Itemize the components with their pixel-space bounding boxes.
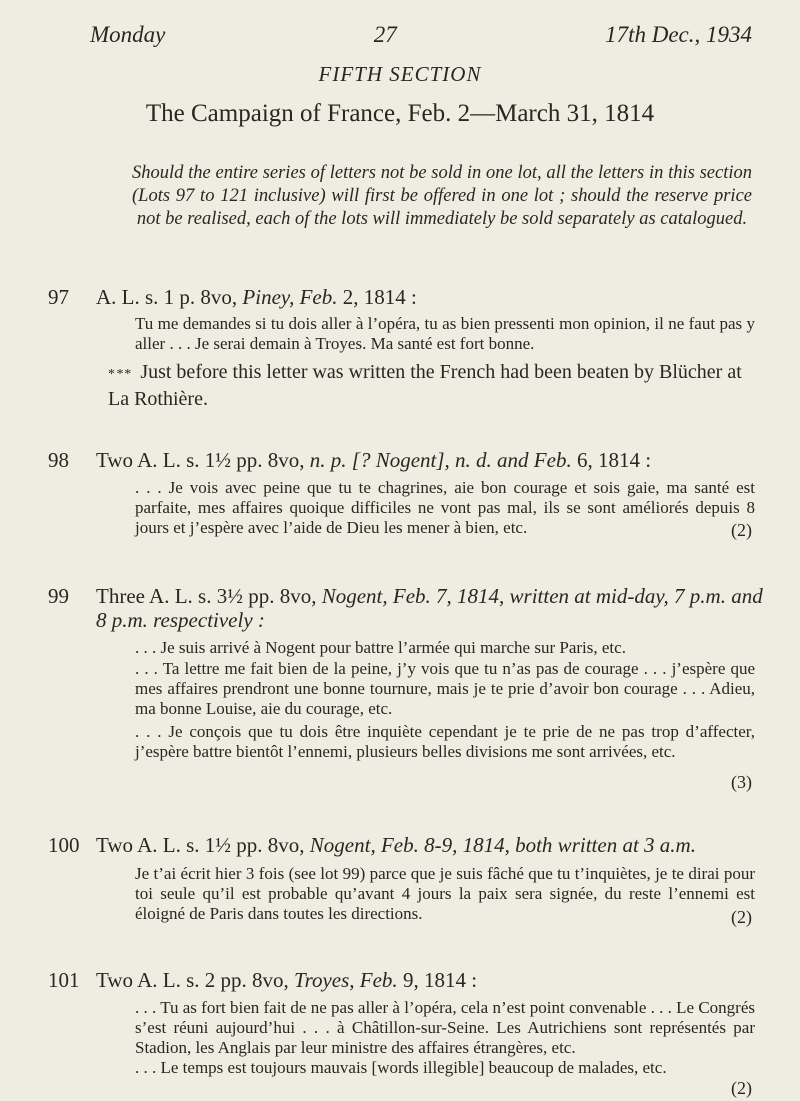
lot-99-letter-text-1: . . . Je suis arrivé à Nogent pour battre l’armée qui marche sur Paris, etc. xyxy=(135,638,626,657)
running-head-day: Monday xyxy=(90,22,166,47)
lot-heading-italic: Nogent, Feb. 8-9, 1814, both written at 3 a.m. xyxy=(309,833,696,857)
lot-heading-italic: Troyes, Feb. xyxy=(294,968,398,992)
running-head xyxy=(90,22,752,48)
lot-heading-plain: Two A. L. s. 2 pp. 8vo, xyxy=(96,968,295,992)
lot-heading xyxy=(96,584,776,632)
lot-number: 100 xyxy=(48,833,80,857)
lot-99-letter-text-3: . . . Je conçois que tu dois être inquiète cependant je te prie de ne pas trop d’affecter, j’espère battre bientôt l’ennemi, plusieurs belles divisions me sont arrivées, etc. xyxy=(135,722,755,761)
lot-heading-italic: n. p. [? Nogent], n. d. and Feb. xyxy=(309,448,572,472)
lot-97-letter-text: Tu me demandes si tu dois aller à l’opéra, tu as bien pressenti mon opinion, il ne faut pas y aller . . . Je serai demain à Troyes. Ma santé est fort bonne. xyxy=(135,314,755,353)
lot-100-count: (2) xyxy=(731,907,752,927)
lot-heading xyxy=(96,833,776,857)
lot-number: 99 xyxy=(48,584,69,608)
lot-heading-plain: Two A. L. s. 1½ pp. 8vo, xyxy=(96,833,310,857)
lot-heading-rest: 6, 1814 : xyxy=(571,448,652,472)
lot-heading-italic: Nogent, Feb. 7, 1814, written at mid-day, 7 p.m. and 8 p.m. respectively : xyxy=(96,584,763,632)
lot-101-letter-text-1: . . . Tu as fort bien fait de ne pas aller à l’opéra, cela n’est point convenable . . . Le Congrés s’est réuni aujourd’hui . . . à Châtillon-sur-Seine. Les Autrichiens sont représentés par Stadion, les Anglais par leur ministre des affaires étrangères, etc. xyxy=(135,998,755,1057)
lot-heading xyxy=(96,285,776,309)
lot-heading-plain: Two A. L. s. 1½ pp. 8vo, xyxy=(96,448,310,472)
lot-heading-rest: 9, 1814 : xyxy=(397,968,478,992)
lot-heading xyxy=(96,448,776,472)
lot-101-letter-text-2: . . . Le temps est toujours mauvais [words illegible] beaucoup de malades, etc. xyxy=(135,1058,667,1077)
lot-97-note xyxy=(108,360,758,411)
lot-number: 101 xyxy=(48,968,80,992)
section-title: FIFTH SECTION xyxy=(318,62,482,86)
lot-heading-plain: Three A. L. s. 3½ pp. 8vo, xyxy=(96,584,322,608)
lot-heading xyxy=(96,968,776,992)
lot-heading-plain: A. L. s. 1 p. 8vo, xyxy=(96,285,243,309)
lot-heading-rest: 2, 1814 : xyxy=(337,285,417,309)
intro-paragraph: Should the entire series of letters not be sold in one lot, all the letters in this section (Lots 97 to 121 inclusive) will first be offered in one lot ; should the reserve price not be realised, each of the lots will immediately be sold separately as catalogued. xyxy=(132,163,752,229)
lot-101-count: (2) xyxy=(731,1078,752,1098)
lot-100-letter-text: Je t’ai écrit hier 3 fois (see lot 99) parce que je suis fâché que tu t’inquiètes, je te dirai pour toi seule qu’il est probable qu’avant 4 jours la paix sera signée, du reste l’ennemi est éloigné de Paris dans toutes les directions. xyxy=(135,864,755,923)
lot-number: 97 xyxy=(48,285,69,309)
campaign-title: The Campaign of France, Feb. 2—March 31, 1814 xyxy=(145,100,655,127)
lot-number: 98 xyxy=(48,448,69,472)
lot-99-count: (3) xyxy=(731,772,752,792)
lot-98-count: (2) xyxy=(731,520,752,540)
running-head-date: 17th Dec., 1934 xyxy=(605,22,752,47)
asterism-mark: * * * xyxy=(108,367,131,382)
lot-97-note-text: Just before this letter was written the French had been beaten by Blücher at La Rothière. xyxy=(108,361,742,410)
lot-98-letter-text: . . . Je vois avec peine que tu te chagrines, aie bon courage et sois gaie, ma santé est parfaite, mes affaires quoique difficiles ne vont pas mal, ils se sont améliorés depuis 8 jours et j’espère avec l’aide de Dieu les mener à bien, etc. xyxy=(135,478,755,537)
page-number: 27 xyxy=(373,22,397,47)
lot-99-letter-text-2: . . . Ta lettre me fait bien de la peine, j’y vois que tu n’as pas de courage . . . j’espère que mes affaires prendront une bonne tournure, mais je te prie d’avoir bon courage . . . Adieu, ma bonne Louise, aie du courage, etc. xyxy=(135,659,755,718)
lot-heading-italic: Piney, Feb. xyxy=(242,285,338,309)
